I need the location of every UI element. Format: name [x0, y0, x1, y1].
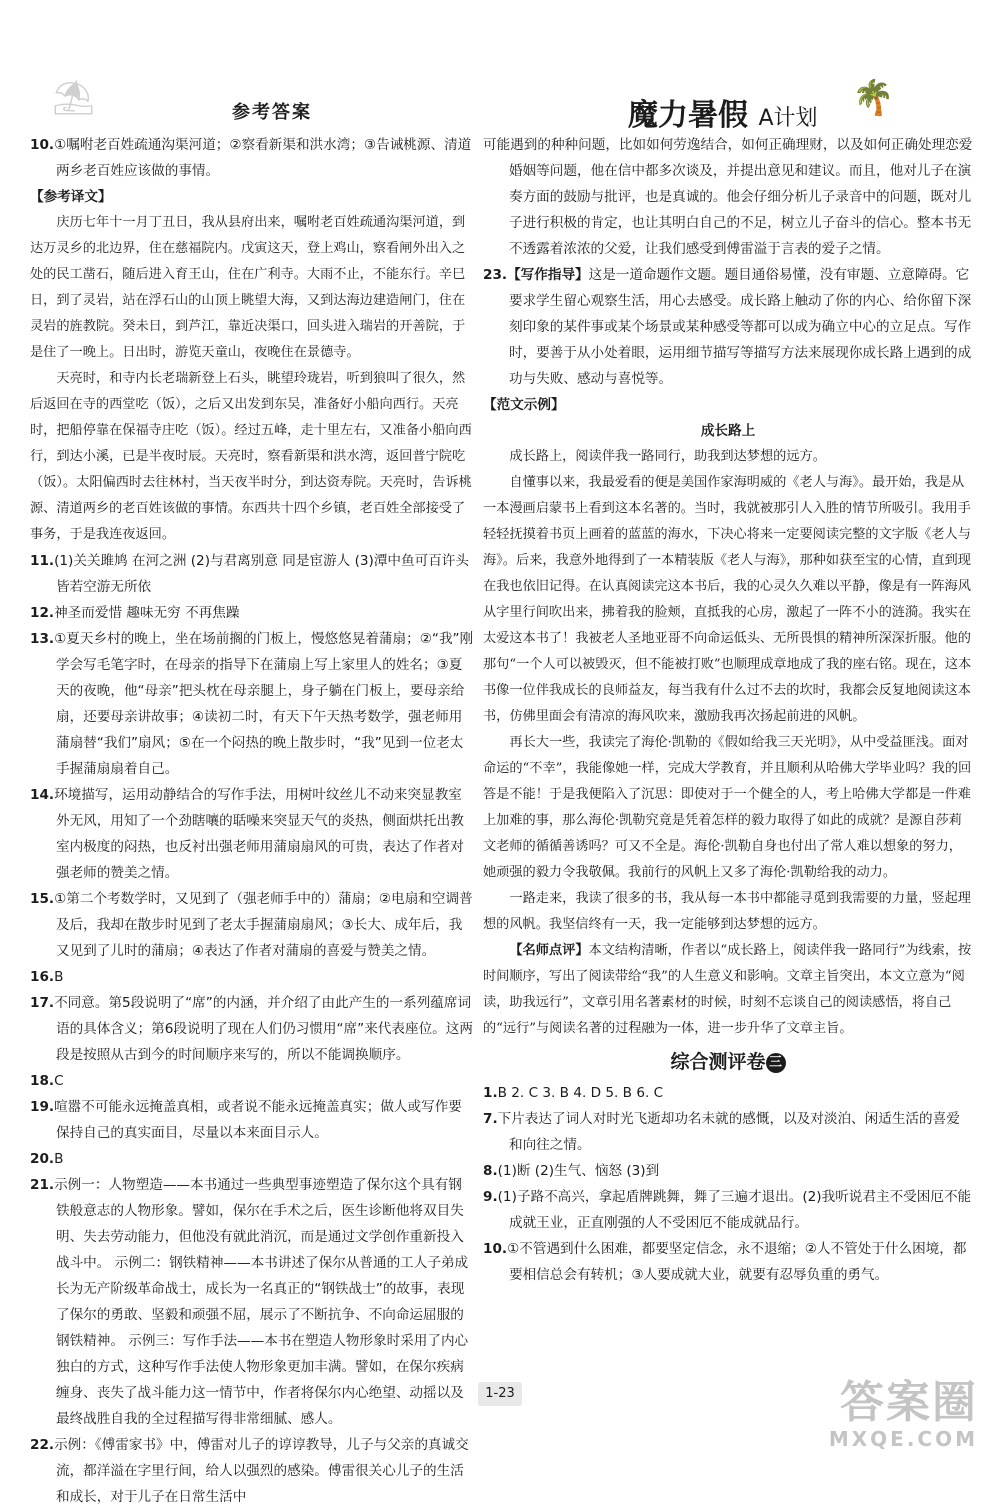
essay-paragraph: 成长路上，阅读伴我一路同行，助我到达梦想的远方。 [509, 449, 826, 464]
translation-paragraph: 庆历七年十一月丁丑日，我从县府出来，嘱咐老百姓疏通沟渠河道，到达万灵乡的北边界，住在慈福院内。戊寅这天，登上鸡山，察看闸外出入之处的民工凿石，随后进入育王山，住在广利寺。大雨不止，不能东行。辛巳日，到了灵岩，站在浮石山的山顶上眺望大海，又到达海边建造闸门，住在灵岩的旌教院。癸未日，到芦江，靠近决渠口，回头进入瑞岩的开善院，于是住了一晚上。日出时，游览天童山，夜晚住在景德寺。 [30, 215, 466, 360]
essay-paragraph: 自懂事以来，我最爱看的便是美国作家海明威的《老人与海》。最开始，我是从一本漫画启蒙书上看到这本名著的。当时，我就被那引人入胜的情节所吸引。我用手轻轻抚摸着书页上画着的蓝蓝的海水，下决心将来一定要阅读完整的文字版《老人与海》。后来，我意外地得到了一本精装版《老人与海》，那种如获至宝的心情，直到现在我也依旧记得。在认真阅读完这本书后，我的心灵久久难以平静，像是有一阵海风从字里行间吹出来，拂着我的脸颊，直抵我的心房，激起了一阵不小的涟漪。我实在太爱这本书了！我被老人圣地亚哥不向命运低头、无所畏惧的精神所深深折服。他的那句“一个人可以被毁灭，但不能被打败”也顺理成章地成了我的座右铭。现在，这本书像一位伴我成长的良师益友，每当我有什么过不去的坎时，我都会反复地阅读这本书，仿佛里面会有清凉的海风吹来，激励我再次扬起前进的风帆。 [483, 475, 972, 724]
teacher-comment: 【名师点评】本文结构清晰，作者以“成长路上，阅读伴我一路同行”为线索，按时间顺序，写出了阅读带给“我”的人生意义和影响。文章主旨突出，本文立意为“阅读，助我远行”，文章引用名著素材的时候，时刻不忘谈自己的阅读感悟，将自己的“远行”与阅读名著的过程融为一体，进一步升华了文章主旨。 [483, 943, 972, 1036]
answer-22-continued: 可能遇到的种种问题，比如如何劳逸结合，如何正确理财，以及如何正确处理恋爱婚姻等问题，他在信中都多次谈及，并提出意见和建议。而且，他对儿子在演奏方面的鼓励与批评，也是真诚的。他会仔细分析儿子录音中的问题，既对儿子进行积极的肯定，也让其明白自己的不足，树立儿子奋斗的信心。整本书无不透露着浓浓的父爱，让我们感受到傅雷溢于言表的爱子之情。 [483, 137, 973, 257]
answer-21: 21.示例一：人物塑造——本书通过一些典型事迹塑造了保尔这个具有钢铁般意志的人物形象。譬如，保尔在手术之后，医生诊断他将双目失明、失去劳动能力，但他没有就此消沉，而是通过文学创作重新投入战斗中。 示例二：钢铁精神——本书讲述了保尔从普通的工人子弟成长为无产阶级革命战士，成长为一名真正的“钢铁战士”的故事，表现了保尔的勇敢、坚毅和顽强不屈，展示了不断抗争、不向命运屈服的钢铁精神。 示例三：写作手法——本书在塑造人物形象时采用了内心独白的方式，这种写作手法使人物形象更加丰满。譬如，在保尔疾病缠身、丧失了战斗能力这一情节中，作者将保尔内心绝望、动摇以及最终战胜自我的全过程描写得非常细腻、感人。 [30, 1177, 469, 1427]
answer-12: 12.神圣而爱惜 趣味无穷 不再焦躁 [30, 605, 240, 621]
brand-subtitle: A计划 [758, 106, 818, 131]
answer-10: 10.①嘱咐老百姓疏通沟渠河道；②察看新渠和洪水湾；③告诫桃源、清道两乡老百姓应该做的事情。 [30, 137, 472, 179]
answer-17: 17.不同意。第5段说明了“席”的内涵，并介绍了由此产生的一系列蕴席词语的具体含义；第6段说明了现在人们仍习惯用“席”来代表座位。这两段是按照从古到今的时间顺序来写的，所以不能调换顺序。 [30, 995, 473, 1063]
watermark [829, 1379, 978, 1451]
palm-tree-icon-right: 🌴 [852, 78, 895, 118]
answer-22: 22.示例：《傅雷家书》中，傅雷对儿子的谆谆教导，儿子与父亲的真诚交流，都洋溢在字里行间，给人以强烈的感染。傅雷很关心儿子的生活和成长，对于儿子在日常生活中 [30, 1437, 469, 1505]
section-number-badge: 三 [766, 1053, 786, 1073]
essay-title: 成长路上 [700, 423, 756, 439]
left-column [30, 132, 475, 1510]
header-left-title: 参考答案 [232, 102, 312, 123]
answer-9: 9.(1)子路不高兴，拿起盾牌跳舞，舞了三遍才退出。(2)我听说君主不受困厄不能成就王业，正直刚强的人不受困厄不能成就品行。 [483, 1189, 972, 1231]
answer-7: 7.下片表达了词人对时光飞逝却功名未就的感慨，以及对淡泊、闲适生活的喜爱和向往之情。 [483, 1111, 960, 1153]
header-right-title [628, 90, 818, 134]
translation-paragraph: 天亮时，和寺内长老瑞新登上石头，眺望玲珑岩，听到狼叫了很久，然后返回在寺的西堂吃（饭），之后又出发到东吴，准备好小船向西行。天亮时，把船停靠在保福寺庄吃（饭）。经过五峰，走十里左右，又准备小船向西行，到达小溪，已是半夜时辰。天亮时，察看新渠和洪水湾，返回普宁院吃（饭）。太阳偏西时去往林村，当天夜半时分，到达资寿院。天亮时，告诉桃源、清道两乡的老百姓该做的事情。东西共十四个乡镇，老百姓全部接受了事务，于是我连夜返回。 [30, 371, 472, 542]
right-column [483, 132, 973, 1288]
answer-15: 15.①第二个考数学时，又见到了（强老师手中的）蒲扇；②电扇和空调普及后，我却在散步时见到了老太手握蒲扇扇风；③长大、成年后，我又见到了儿时的蒲扇；④表达了作者对蒲扇的喜爱与赞美之情。 [30, 891, 473, 959]
answer-19: 19.喧嚣不可能永远掩盖真相，或者说不能永远掩盖真实；做人或写作要保持自己的真实面目，尽量以本来面目示人。 [30, 1099, 462, 1141]
essay-paragraph: 再长大一些，我读完了海伦·凯勒的《假如给我三天光明》，从中受益匪浅。面对命运的“不幸”，我能像她一样，完成大学教育，并且顺利从哈佛大学毕业吗？我的回答是不能！于是我便陷入了沉思：即使对于一个健全的人，考上哈佛大学都是一件难上加难的事，那么海伦·凯勒究竟是凭着怎样的毅力取得了如此的成就？是源自莎莉文老师的循循善诱吗？可又不全是。海伦·凯勒自身也付出了常人难以想象的努力，她顽强的毅力令我敬佩。我前行的风帆上又多了海伦·凯勒给我的动力。 [483, 735, 972, 880]
answer-1-6: 1.B 2. C 3. B 4. D 5. B 6. C [483, 1085, 664, 1101]
palm-tree-icon-left: ⛱ [52, 78, 96, 118]
answer-23: 23.【写作指导】这是一道命题作文题。题目通俗易懂，没有审题、立意障碍。它要求学生留心观察生活，用心去感受。成长路上触动了你的内心、给你留下深刻印象的某件事或某个场景或某种感受等都可以成为确立中心的立足点。写作时，要善于从小处着眼，运用细节描写等描写方法来展现你成长路上遇到的成功与失败、感动与喜悦等。 [483, 267, 972, 387]
watermark-logo: 答案圈 [840, 1377, 978, 1428]
reference-translation-tag: 【参考译文】 [30, 189, 112, 205]
answer-10b: 10.①不管遇到什么困难，都要坚定信念，永不退缩；②人不管处于什么困境，都要相信总会有转机；③人要成就大业，就要有忍辱负重的勇气。 [483, 1241, 967, 1283]
essay-paragraph: 一路走来，我读了很多的书，我从每一本书中都能寻觅到我需要的力量，竖起理想的风帆。我坚信终有一天，我一定能够到达梦想的远方。 [483, 891, 971, 932]
answer-11: 11.(1)关关雎鸠 在河之洲 (2)与君离别意 同是宦游人 (3)潭中鱼可百许头 皆若空游无所依 [30, 553, 469, 595]
answer-8: 8.(1)断 (2)生气、恼怒 (3)到 [483, 1163, 660, 1179]
answer-18: 18.C [30, 1073, 64, 1089]
sample-essay-tag: 【范文示例】 [483, 397, 565, 413]
answer-13: 13.①夏天乡村的晚上，坐在场前搁的门板上，慢悠悠晃着蒲扇；②“我”刚学会写毛笔字时，在母亲的指导下在蒲扇上写上家里人的姓名；③夏天的夜晚，他“母亲”把头枕在母亲腿上，身子躺在门板上，要母亲给扇，还要母亲讲故事；④读初二时，有天下午天热考数学，强老师用蒲扇替“我们”扇风；⑤在一个闷热的晚上散步时，“我”见到一位老太手握蒲扇扇着自己。 [30, 631, 474, 777]
section-title: 综合测评卷 三 [483, 1046, 973, 1078]
watermark-url: MXQE.COM [828, 1427, 978, 1451]
page-number: 1-23 [478, 1382, 522, 1406]
answer-16: 16.B [30, 969, 64, 985]
answer-14: 14.环境描写，运用动静结合的写作手法，用树叶纹丝儿不动来突显教室外无风，用知了一个劲瞎嚷的聒噪来突显天气的炎热，侧面烘托出教室内极度的闷热，也反衬出强老师用蒲扇扇风的可贵，表达了作者对强老师的赞美之情。 [30, 787, 464, 881]
brand-title: 魔力暑假 [628, 98, 748, 133]
answer-20: 20.B [30, 1151, 64, 1167]
